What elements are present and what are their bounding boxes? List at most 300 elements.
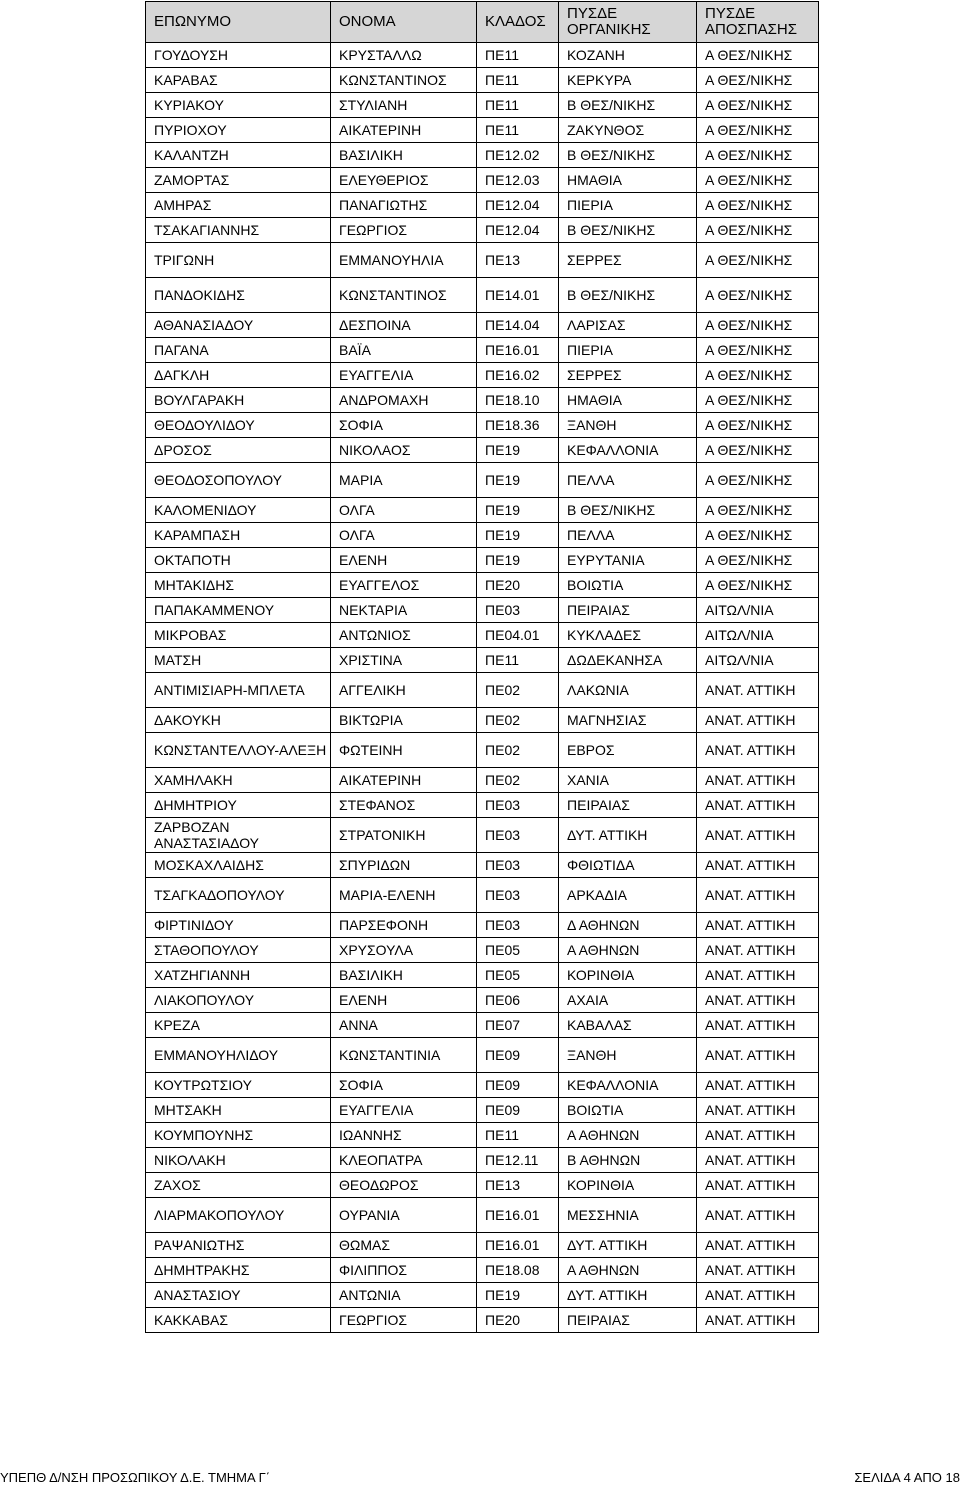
cell-surname: ΖΑΧΟΣ xyxy=(146,1173,331,1198)
cell-surname: ΡΑΨΑΝΙΩΤΗΣ xyxy=(146,1233,331,1258)
cell-branch: ΠΕ02 xyxy=(477,673,559,708)
table-row xyxy=(146,1073,819,1098)
table-row xyxy=(146,118,819,143)
cell-name: ΜΑΡΙΑ xyxy=(331,463,477,498)
cell-branch: ΠΕ02 xyxy=(477,733,559,768)
cell-origin-pysde: Β ΘΕΣ/ΝΙΚΗΣ xyxy=(559,278,697,313)
cell-placement-pysde: ΑΝΑΤ. ΑΤΤΙΚΗ xyxy=(697,878,819,913)
cell-origin-pysde: Β ΘΕΣ/ΝΙΚΗΣ xyxy=(559,218,697,243)
cell-origin-pysde: ΣΕΡΡΕΣ xyxy=(559,363,697,388)
cell-placement-pysde: ΑΝΑΤ. ΑΤΤΙΚΗ xyxy=(697,1073,819,1098)
table-row xyxy=(146,278,819,313)
cell-placement-pysde: Α ΘΕΣ/ΝΙΚΗΣ xyxy=(697,573,819,598)
table-row xyxy=(146,388,819,413)
cell-surname: ΚΑΚΚΑΒΑΣ xyxy=(146,1308,331,1333)
cell-surname: ΚΟΥΤΡΩΤΣΙΟΥ xyxy=(146,1073,331,1098)
cell-branch: ΠΕ12.11 xyxy=(477,1148,559,1173)
cell-placement-pysde: ΑΝΑΤ. ΑΤΤΙΚΗ xyxy=(697,768,819,793)
table-row xyxy=(146,988,819,1013)
footer-department: ΥΠΕΠΘ Δ/ΝΣΗ ΠΡΟΣΩΠΙΚΟΥ Δ.Ε. ΤΜΗΜΑ Γ΄ xyxy=(0,1470,271,1485)
cell-surname: ΕΜΜΑΝΟΥΗΛΙΔΟΥ xyxy=(146,1038,331,1073)
cell-name: ΕΥΑΓΓΕΛΙΑ xyxy=(331,1098,477,1123)
cell-surname: ΦΙΡΤΙΝΙΔΟΥ xyxy=(146,913,331,938)
cell-name: ΓΕΩΡΓΙΟΣ xyxy=(331,1308,477,1333)
cell-branch: ΠΕ19 xyxy=(477,438,559,463)
cell-branch: ΠΕ16.02 xyxy=(477,363,559,388)
cell-origin-pysde: ΞΑΝΘΗ xyxy=(559,1038,697,1073)
cell-surname: ΛΙΑΚΟΠΟΥΛΟΥ xyxy=(146,988,331,1013)
placement-table-container xyxy=(145,1,818,1333)
cell-surname: ΚΑΡΑΒΑΣ xyxy=(146,68,331,93)
cell-origin-pysde: ΠΕΙΡΑΙΑΣ xyxy=(559,1308,697,1333)
cell-placement-pysde: Α ΘΕΣ/ΝΙΚΗΣ xyxy=(697,68,819,93)
cell-name: ΚΩΝΣΤΑΝΤΙΝΙΑ xyxy=(331,1038,477,1073)
header-placement-pysde: ΠΥΣΔΕ ΑΠΟΣΠΑΣΗΣ xyxy=(697,2,819,43)
cell-name: ΒΙΚΤΩΡΙΑ xyxy=(331,708,477,733)
cell-branch: ΠΕ14.01 xyxy=(477,278,559,313)
cell-name: ΘΕΟΔΩΡΟΣ xyxy=(331,1173,477,1198)
cell-name: ΚΩΝΣΤΑΝΤΙΝΟΣ xyxy=(331,278,477,313)
header-surname: ΕΠΩΝΥΜΟ xyxy=(146,2,331,43)
table-row xyxy=(146,93,819,118)
cell-branch: ΠΕ05 xyxy=(477,963,559,988)
cell-surname: ΔΑΓΚΛΗ xyxy=(146,363,331,388)
cell-name: ΣΤΡΑΤΟΝΙΚΗ xyxy=(331,818,477,853)
cell-origin-pysde: ΚΕΦΑΛΛΟΝΙΑ xyxy=(559,1073,697,1098)
cell-origin-pysde: ΚΟΡΙΝΘΙΑ xyxy=(559,963,697,988)
cell-placement-pysde: Α ΘΕΣ/ΝΙΚΗΣ xyxy=(697,463,819,498)
cell-surname: ΚΥΡΙΑΚΟΥ xyxy=(146,93,331,118)
cell-origin-pysde: ΚΥΚΛΑΔΕΣ xyxy=(559,623,697,648)
cell-name: ΧΡΥΣΟΥΛΑ xyxy=(331,938,477,963)
cell-origin-pysde: Β ΑΘΗΝΩΝ xyxy=(559,1148,697,1173)
cell-branch: ΠΕ04.01 xyxy=(477,623,559,648)
table-row xyxy=(146,913,819,938)
cell-name: ΕΥΑΓΓΕΛΙΑ xyxy=(331,363,477,388)
cell-placement-pysde: Α ΘΕΣ/ΝΙΚΗΣ xyxy=(697,168,819,193)
cell-name: ΕΥΑΓΓΕΛΟΣ xyxy=(331,573,477,598)
table-row xyxy=(146,1148,819,1173)
cell-placement-pysde: ΑΝΑΤ. ΑΤΤΙΚΗ xyxy=(697,1258,819,1283)
cell-branch: ΠΕ12.02 xyxy=(477,143,559,168)
cell-branch: ΠΕ19 xyxy=(477,463,559,498)
cell-origin-pysde: ΚΕΡΚΥΡΑ xyxy=(559,68,697,93)
cell-origin-pysde: ΦΘΙΩΤΙΔΑ xyxy=(559,853,697,878)
cell-placement-pysde: Α ΘΕΣ/ΝΙΚΗΣ xyxy=(697,43,819,68)
placement-table xyxy=(145,1,819,1333)
table-row xyxy=(146,1098,819,1123)
cell-origin-pysde: ΔΥΤ. ΑΤΤΙΚΗ xyxy=(559,1283,697,1308)
cell-name: ΑΓΓΕΛΙΚΗ xyxy=(331,673,477,708)
cell-name: ΣΟΦΙΑ xyxy=(331,1073,477,1098)
cell-placement-pysde: Α ΘΕΣ/ΝΙΚΗΣ xyxy=(697,338,819,363)
cell-branch: ΠΕ03 xyxy=(477,793,559,818)
cell-branch: ΠΕ18.36 xyxy=(477,413,559,438)
cell-placement-pysde: ΑΝΑΤ. ΑΤΤΙΚΗ xyxy=(697,733,819,768)
cell-origin-pysde: ΚΑΒΑΛΑΣ xyxy=(559,1013,697,1038)
cell-branch: ΠΕ13 xyxy=(477,243,559,278)
cell-branch: ΠΕ20 xyxy=(477,573,559,598)
cell-branch: ΠΕ09 xyxy=(477,1098,559,1123)
cell-placement-pysde: Α ΘΕΣ/ΝΙΚΗΣ xyxy=(697,143,819,168)
cell-origin-pysde: ΔΥΤ. ΑΤΤΙΚΗ xyxy=(559,1233,697,1258)
cell-name: ΚΩΝΣΤΑΝΤΙΝΟΣ xyxy=(331,68,477,93)
cell-name: ΝΕΚΤΑΡΙΑ xyxy=(331,598,477,623)
cell-placement-pysde: Α ΘΕΣ/ΝΙΚΗΣ xyxy=(697,413,819,438)
table-row xyxy=(146,818,819,853)
cell-placement-pysde: ΑΙΤΩΛ/ΝΙΑ xyxy=(697,623,819,648)
cell-branch: ΠΕ16.01 xyxy=(477,1198,559,1233)
table-row xyxy=(146,1258,819,1283)
cell-placement-pysde: Α ΘΕΣ/ΝΙΚΗΣ xyxy=(697,388,819,413)
cell-name: ΣΟΦΙΑ xyxy=(331,413,477,438)
cell-surname: ΜΑΤΣΗ xyxy=(146,648,331,673)
cell-placement-pysde: ΑΝΑΤ. ΑΤΤΙΚΗ xyxy=(697,853,819,878)
table-row xyxy=(146,363,819,388)
cell-placement-pysde: Α ΘΕΣ/ΝΙΚΗΣ xyxy=(697,438,819,463)
cell-branch: ΠΕ03 xyxy=(477,878,559,913)
cell-surname: ΚΩΝΣΤΑΝΤΕΛΛΟΥ-ΑΛΕΞΗ xyxy=(146,733,331,768)
cell-surname: ΠΥΡΙΟΧΟΥ xyxy=(146,118,331,143)
cell-surname: ΑΘΑΝΑΣΙΑΔΟΥ xyxy=(146,313,331,338)
cell-name: ΔΕΣΠΟΙΝΑ xyxy=(331,313,477,338)
cell-name: ΕΛΕΝΗ xyxy=(331,548,477,573)
table-row xyxy=(146,438,819,463)
cell-placement-pysde: ΑΝΑΤ. ΑΤΤΙΚΗ xyxy=(697,1308,819,1333)
cell-origin-pysde: ΛΑΚΩΝΙΑ xyxy=(559,673,697,708)
cell-name: ΘΩΜΑΣ xyxy=(331,1233,477,1258)
cell-origin-pysde: ΠΕΙΡΑΙΑΣ xyxy=(559,793,697,818)
cell-branch: ΠΕ19 xyxy=(477,498,559,523)
cell-origin-pysde: ΞΑΝΘΗ xyxy=(559,413,697,438)
cell-surname: ΤΡΙΓΩΝΗ xyxy=(146,243,331,278)
cell-name: ΟΥΡΑΝΙΑ xyxy=(331,1198,477,1233)
cell-origin-pysde: ΣΕΡΡΕΣ xyxy=(559,243,697,278)
cell-placement-pysde: Α ΘΕΣ/ΝΙΚΗΣ xyxy=(697,93,819,118)
cell-placement-pysde: ΑΝΑΤ. ΑΤΤΙΚΗ xyxy=(697,673,819,708)
cell-name: ΒΑΣΙΛΙΚΗ xyxy=(331,963,477,988)
table-row xyxy=(146,193,819,218)
cell-name: ΒΑΪΑ xyxy=(331,338,477,363)
cell-placement-pysde: ΑΝΑΤ. ΑΤΤΙΚΗ xyxy=(697,913,819,938)
cell-surname: ΓΟΥΔΟΥΣΗ xyxy=(146,43,331,68)
cell-origin-pysde: ΔΩΔΕΚΑΝΗΣΑ xyxy=(559,648,697,673)
cell-name: ΑΝΝΑ xyxy=(331,1013,477,1038)
cell-surname: ΚΑΛΟΜΕΝΙΔΟΥ xyxy=(146,498,331,523)
cell-surname: ΑΝΤΙΜΙΣΙΑΡΗ-ΜΠΛΕΤΑ xyxy=(146,673,331,708)
cell-surname: ΤΣΑΓΚΑΔΟΠΟΥΛΟΥ xyxy=(146,878,331,913)
cell-placement-pysde: ΑΝΑΤ. ΑΤΤΙΚΗ xyxy=(697,963,819,988)
cell-origin-pysde: Β ΘΕΣ/ΝΙΚΗΣ xyxy=(559,93,697,118)
cell-surname: ΠΑΠΑΚΑΜΜΕΝΟΥ xyxy=(146,598,331,623)
cell-branch: ΠΕ03 xyxy=(477,598,559,623)
cell-branch: ΠΕ20 xyxy=(477,1308,559,1333)
cell-surname: ΘΕΟΔΟΣΟΠΟΥΛΟΥ xyxy=(146,463,331,498)
cell-surname: ΠΑΝΔΟΚΙΔΗΣ xyxy=(146,278,331,313)
cell-surname: ΘΕΟΔΟΥΛΙΔΟΥ xyxy=(146,413,331,438)
cell-placement-pysde: ΑΝΑΤ. ΑΤΤΙΚΗ xyxy=(697,1283,819,1308)
cell-branch: ΠΕ11 xyxy=(477,93,559,118)
cell-surname: ΔΑΚΟΥΚΗ xyxy=(146,708,331,733)
cell-origin-pysde: ΕΒΡΟΣ xyxy=(559,733,697,768)
cell-origin-pysde: ΠΕΛΛΑ xyxy=(559,523,697,548)
cell-origin-pysde: ΕΥΡΥΤΑΝΙΑ xyxy=(559,548,697,573)
header-origin-pysde: ΠΥΣΔΕ ΟΡΓΑΝΙΚΗΣ xyxy=(559,2,697,43)
cell-surname: ΔΗΜΗΤΡΙΟΥ xyxy=(146,793,331,818)
table-row xyxy=(146,1123,819,1148)
table-row xyxy=(146,218,819,243)
cell-origin-pysde: Β ΘΕΣ/ΝΙΚΗΣ xyxy=(559,143,697,168)
cell-origin-pysde: ΒΟΙΩΤΙΑ xyxy=(559,573,697,598)
cell-placement-pysde: Α ΘΕΣ/ΝΙΚΗΣ xyxy=(697,243,819,278)
cell-name: ΟΛΓΑ xyxy=(331,498,477,523)
cell-surname: ΣΤΑΘΟΠΟΥΛΟΥ xyxy=(146,938,331,963)
cell-name: ΑΝΤΩΝΙΟΣ xyxy=(331,623,477,648)
cell-origin-pysde: ΚΕΦΑΛΛΟΝΙΑ xyxy=(559,438,697,463)
cell-name: ΦΩΤΕΙΝΗ xyxy=(331,733,477,768)
table-row xyxy=(146,243,819,278)
cell-name: ΒΑΣΙΛΙΚΗ xyxy=(331,143,477,168)
cell-surname: ΧΑΜΗΛΑΚΗ xyxy=(146,768,331,793)
table-row xyxy=(146,938,819,963)
cell-origin-pysde: Α ΑΘΗΝΩΝ xyxy=(559,938,697,963)
table-row xyxy=(146,523,819,548)
cell-placement-pysde: ΑΝΑΤ. ΑΤΤΙΚΗ xyxy=(697,708,819,733)
cell-surname: ΛΙΑΡΜΑΚΟΠΟΥΛΟΥ xyxy=(146,1198,331,1233)
cell-placement-pysde: ΑΝΑΤ. ΑΤΤΙΚΗ xyxy=(697,938,819,963)
cell-placement-pysde: Α ΘΕΣ/ΝΙΚΗΣ xyxy=(697,218,819,243)
cell-branch: ΠΕ12.04 xyxy=(477,218,559,243)
cell-name: ΣΠΥΡΙΔΩΝ xyxy=(331,853,477,878)
cell-name: ΜΑΡΙΑ-ΕΛΕΝΗ xyxy=(331,878,477,913)
cell-surname: ΚΑΡΑΜΠΑΣΗ xyxy=(146,523,331,548)
cell-surname: ΚΑΛΑΝΤΖΗ xyxy=(146,143,331,168)
cell-origin-pysde: ΚΟΡΙΝΘΙΑ xyxy=(559,1173,697,1198)
cell-placement-pysde: ΑΝΑΤ. ΑΤΤΙΚΗ xyxy=(697,1098,819,1123)
cell-origin-pysde: Α ΑΘΗΝΩΝ xyxy=(559,1258,697,1283)
table-row xyxy=(146,963,819,988)
cell-placement-pysde: ΑΝΑΤ. ΑΤΤΙΚΗ xyxy=(697,1013,819,1038)
header-row xyxy=(146,2,819,43)
cell-branch: ΠΕ19 xyxy=(477,1283,559,1308)
cell-branch: ΠΕ05 xyxy=(477,938,559,963)
cell-origin-pysde: Δ ΑΘΗΝΩΝ xyxy=(559,913,697,938)
cell-surname: ΚΡΕΖΑ xyxy=(146,1013,331,1038)
table-row xyxy=(146,143,819,168)
table-row xyxy=(146,413,819,438)
cell-name: ΓΕΩΡΓΙΟΣ xyxy=(331,218,477,243)
table-row xyxy=(146,708,819,733)
cell-placement-pysde: ΑΝΑΤ. ΑΤΤΙΚΗ xyxy=(697,1038,819,1073)
cell-branch: ΠΕ06 xyxy=(477,988,559,1013)
cell-placement-pysde: ΑΙΤΩΛ/ΝΙΑ xyxy=(697,648,819,673)
cell-name: ΙΩΑΝΝΗΣ xyxy=(331,1123,477,1148)
table-row xyxy=(146,673,819,708)
cell-branch: ΠΕ02 xyxy=(477,708,559,733)
footer-page-number: ΣΕΛΙΔΑ 4 ΑΠΟ 18 xyxy=(854,1470,960,1485)
cell-placement-pysde: Α ΘΕΣ/ΝΙΚΗΣ xyxy=(697,313,819,338)
cell-branch: ΠΕ13 xyxy=(477,1173,559,1198)
cell-name: ΣΤΥΛΙΑΝΗ xyxy=(331,93,477,118)
cell-branch: ΠΕ09 xyxy=(477,1073,559,1098)
cell-origin-pysde: ΠΙΕΡΙΑ xyxy=(559,338,697,363)
table-row xyxy=(146,733,819,768)
table-row xyxy=(146,1283,819,1308)
cell-name: ΣΤΕΦΑΝΟΣ xyxy=(331,793,477,818)
header-name: ΟΝΟΜΑ xyxy=(331,2,477,43)
header-branch: ΚΛΑΔΟΣ xyxy=(477,2,559,43)
cell-surname: ΚΟΥΜΠΟΥΝΗΣ xyxy=(146,1123,331,1148)
cell-surname: ΔΗΜΗΤΡΑΚΗΣ xyxy=(146,1258,331,1283)
cell-origin-pysde: ΑΧΑΙΑ xyxy=(559,988,697,1013)
cell-placement-pysde: Α ΘΕΣ/ΝΙΚΗΣ xyxy=(697,498,819,523)
cell-name: ΑΝΤΩΝΙΑ xyxy=(331,1283,477,1308)
cell-placement-pysde: Α ΘΕΣ/ΝΙΚΗΣ xyxy=(697,278,819,313)
cell-branch: ΠΕ11 xyxy=(477,68,559,93)
table-row xyxy=(146,68,819,93)
cell-surname: ΝΙΚΟΛΑΚΗ xyxy=(146,1148,331,1173)
cell-surname: ΒΟΥΛΓΑΡΑΚΗ xyxy=(146,388,331,413)
cell-placement-pysde: ΑΝΑΤ. ΑΤΤΙΚΗ xyxy=(697,818,819,853)
table-row xyxy=(146,793,819,818)
cell-branch: ΠΕ07 xyxy=(477,1013,559,1038)
cell-branch: ΠΕ09 xyxy=(477,1038,559,1073)
cell-placement-pysde: ΑΝΑΤ. ΑΤΤΙΚΗ xyxy=(697,1173,819,1198)
table-row xyxy=(146,598,819,623)
cell-branch: ΠΕ03 xyxy=(477,818,559,853)
cell-origin-pysde: ΠΕΛΛΑ xyxy=(559,463,697,498)
cell-placement-pysde: Α ΘΕΣ/ΝΙΚΗΣ xyxy=(697,523,819,548)
cell-branch: ΠΕ12.04 xyxy=(477,193,559,218)
cell-origin-pysde: ΜΕΣΣΗΝΙΑ xyxy=(559,1198,697,1233)
cell-name: ΠΑΝΑΓΙΩΤΗΣ xyxy=(331,193,477,218)
cell-placement-pysde: Α ΘΕΣ/ΝΙΚΗΣ xyxy=(697,363,819,388)
table-row xyxy=(146,338,819,363)
cell-origin-pysde: ΖΑΚΥΝΘΟΣ xyxy=(559,118,697,143)
cell-surname: ΤΣΑΚΑΓΙΑΝΝΗΣ xyxy=(146,218,331,243)
cell-surname: ΜΟΣΚΑΧΛΑΙΔΗΣ xyxy=(146,853,331,878)
cell-origin-pysde: Α ΑΘΗΝΩΝ xyxy=(559,1123,697,1148)
cell-origin-pysde: ΗΜΑΘΙΑ xyxy=(559,168,697,193)
table-row xyxy=(146,1308,819,1333)
table-row xyxy=(146,853,819,878)
cell-surname: ΜΙΚΡΟΒΑΣ xyxy=(146,623,331,648)
cell-branch: ΠΕ18.10 xyxy=(477,388,559,413)
cell-branch: ΠΕ11 xyxy=(477,118,559,143)
cell-branch: ΠΕ11 xyxy=(477,1123,559,1148)
table-row xyxy=(146,1013,819,1038)
cell-surname: ΜΗΤΑΚΙΔΗΣ xyxy=(146,573,331,598)
cell-surname: ΜΗΤΣΑΚΗ xyxy=(146,1098,331,1123)
cell-name: ΚΛΕΟΠΑΤΡΑ xyxy=(331,1148,477,1173)
table-row xyxy=(146,878,819,913)
cell-origin-pysde: ΛΑΡΙΣΑΣ xyxy=(559,313,697,338)
cell-surname: ΠΑΓΑΝΑ xyxy=(146,338,331,363)
table-row xyxy=(146,1233,819,1258)
table-row xyxy=(146,1038,819,1073)
table-body xyxy=(146,43,819,1333)
cell-name: ΟΛΓΑ xyxy=(331,523,477,548)
cell-placement-pysde: ΑΝΑΤ. ΑΤΤΙΚΗ xyxy=(697,1148,819,1173)
cell-origin-pysde: ΜΑΓΝΗΣΙΑΣ xyxy=(559,708,697,733)
cell-placement-pysde: Α ΘΕΣ/ΝΙΚΗΣ xyxy=(697,193,819,218)
cell-surname: ΖΑΜΟΡΤΑΣ xyxy=(146,168,331,193)
cell-branch: ΠΕ12.03 xyxy=(477,168,559,193)
cell-name: ΑΝΔΡΟΜΑΧΗ xyxy=(331,388,477,413)
cell-surname: ΑΝΑΣΤΑΣΙΟΥ xyxy=(146,1283,331,1308)
cell-name: ΦΙΛΙΠΠΟΣ xyxy=(331,1258,477,1283)
cell-placement-pysde: ΑΝΑΤ. ΑΤΤΙΚΗ xyxy=(697,1123,819,1148)
cell-branch: ΠΕ11 xyxy=(477,43,559,68)
cell-name: ΝΙΚΟΛΑΟΣ xyxy=(331,438,477,463)
cell-origin-pysde: ΠΙΕΡΙΑ xyxy=(559,193,697,218)
cell-placement-pysde: ΑΝΑΤ. ΑΤΤΙΚΗ xyxy=(697,1198,819,1233)
cell-origin-pysde: ΚΟΖΑΝΗ xyxy=(559,43,697,68)
cell-origin-pysde: ΗΜΑΘΙΑ xyxy=(559,388,697,413)
cell-branch: ΠΕ19 xyxy=(477,523,559,548)
table-row xyxy=(146,1173,819,1198)
cell-origin-pysde: ΒΟΙΩΤΙΑ xyxy=(559,1098,697,1123)
cell-placement-pysde: Α ΘΕΣ/ΝΙΚΗΣ xyxy=(697,118,819,143)
cell-origin-pysde: ΔΥΤ. ΑΤΤΙΚΗ xyxy=(559,818,697,853)
cell-placement-pysde: ΑΝΑΤ. ΑΤΤΙΚΗ xyxy=(697,988,819,1013)
table-row xyxy=(146,498,819,523)
table-row xyxy=(146,43,819,68)
cell-name: ΕΜΜΑΝΟΥΗΛΙΑ xyxy=(331,243,477,278)
cell-surname: ΧΑΤΖΗΓΙΑΝΝΗ xyxy=(146,963,331,988)
table-header xyxy=(146,2,819,43)
table-row xyxy=(146,548,819,573)
table-row xyxy=(146,168,819,193)
cell-name: ΧΡΙΣΤΙΝΑ xyxy=(331,648,477,673)
table-row xyxy=(146,573,819,598)
cell-placement-pysde: ΑΝΑΤ. ΑΤΤΙΚΗ xyxy=(697,793,819,818)
cell-branch: ΠΕ02 xyxy=(477,768,559,793)
cell-name: ΑΙΚΑΤΕΡΙΝΗ xyxy=(331,768,477,793)
cell-surname: ΖΑΡΒΟΖΑΝ ΑΝΑΣΤΑΣΙΑΔΟΥ xyxy=(146,818,331,853)
cell-name: ΠΑΡΣΕΦΟΝΗ xyxy=(331,913,477,938)
cell-origin-pysde: ΧΑΝΙΑ xyxy=(559,768,697,793)
table-row xyxy=(146,313,819,338)
cell-surname: ΟΚΤΑΠΟΤΗ xyxy=(146,548,331,573)
cell-placement-pysde: Α ΘΕΣ/ΝΙΚΗΣ xyxy=(697,548,819,573)
cell-placement-pysde: ΑΙΤΩΛ/ΝΙΑ xyxy=(697,598,819,623)
cell-surname: ΑΜΗΡΑΣ xyxy=(146,193,331,218)
cell-name: ΕΛΕΝΗ xyxy=(331,988,477,1013)
cell-placement-pysde: ΑΝΑΤ. ΑΤΤΙΚΗ xyxy=(697,1233,819,1258)
cell-branch: ΠΕ16.01 xyxy=(477,338,559,363)
cell-origin-pysde: ΑΡΚΑΔΙΑ xyxy=(559,878,697,913)
cell-name: ΕΛΕΥΘΕΡΙΟΣ xyxy=(331,168,477,193)
cell-surname: ΔΡΟΣΟΣ xyxy=(146,438,331,463)
cell-branch: ΠΕ11 xyxy=(477,648,559,673)
cell-name: ΚΡΥΣΤΑΛΛΩ xyxy=(331,43,477,68)
cell-branch: ΠΕ14.04 xyxy=(477,313,559,338)
table-row xyxy=(146,648,819,673)
cell-origin-pysde: ΠΕΙΡΑΙΑΣ xyxy=(559,598,697,623)
table-row xyxy=(146,623,819,648)
cell-origin-pysde: Β ΘΕΣ/ΝΙΚΗΣ xyxy=(559,498,697,523)
cell-branch: ΠΕ03 xyxy=(477,913,559,938)
cell-branch: ΠΕ16.01 xyxy=(477,1233,559,1258)
table-row xyxy=(146,1198,819,1233)
cell-branch: ΠΕ18.08 xyxy=(477,1258,559,1283)
table-row xyxy=(146,768,819,793)
cell-branch: ΠΕ19 xyxy=(477,548,559,573)
cell-branch: ΠΕ03 xyxy=(477,853,559,878)
cell-name: ΑΙΚΑΤΕΡΙΝΗ xyxy=(331,118,477,143)
table-row xyxy=(146,463,819,498)
